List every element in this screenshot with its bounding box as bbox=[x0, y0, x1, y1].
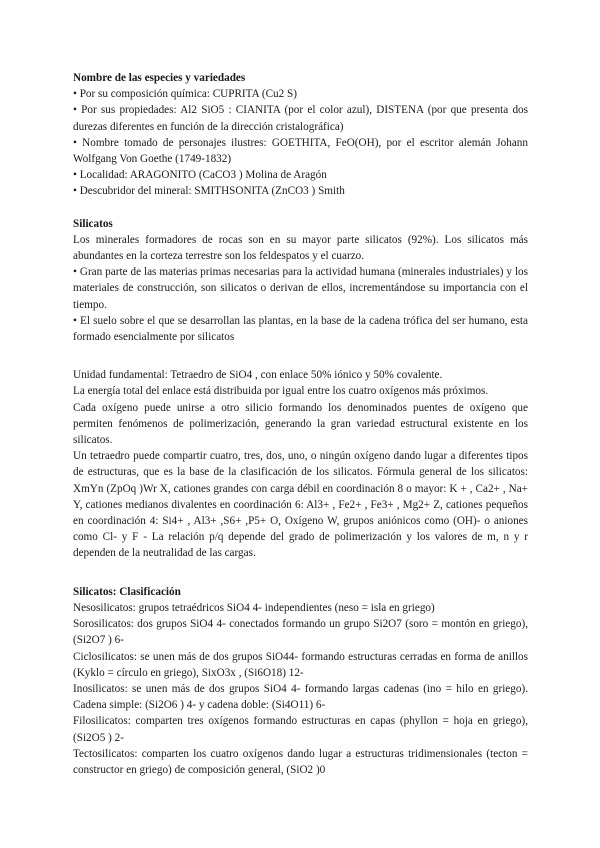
list-item: • Nombre tomado de personajes ilustres: GOETHITA, FeO(OH), por el escritor alemán Johann Wolfgang Von Goethe (1749-1832) bbox=[73, 136, 528, 166]
paragraph: Un tetraedro puede compartir cuatro, tres, dos, uno, o ningún oxígeno dando lugar a diferentes tipos de estructuras, que es la base de la clasificación de los silicatos. Fórmula general de los silicatos: XmYn (ZpOq )Wr X, cationes grandes con carga débil en coordinación 8 o mayor: K + , Ca2+ , Na+ Y, cationes medianos divalentes en coordinación 6: Al3+ , Fe2+ , Fe3+ , Mg2+ Z, cationes pequeños en coordinación 4: Si4+ , Al3+ ,S6+ ,P5+ O, Oxígeno W, grupos aniónicos como (OH)- o aniones como Cl- y F - La relación p/q depende del grado de polimerización y los valores de m, n y r dependen de la neutralidad de las cargas. bbox=[73, 450, 528, 560]
list-item: Inosilicatos: se unen más de dos grupos SiO4 4- formando largas cadenas (ino = hilo en griego). Cadena simple: (Si2O6 ) 4- y cadena doble: (Si4O11) 6- bbox=[73, 682, 528, 712]
paragraph: Unidad fundamental: Tetraedro de SiO4 , con enlace 50% iónico y 50% covalente. bbox=[73, 369, 443, 382]
paragraph: Cada oxígeno puede unirse a otro silicio formando los denominados puentes de oxígeno que permiten fenómenos de polimerización, generando la gran variedad estructural existente en los silicatos. bbox=[73, 401, 528, 447]
spacer bbox=[73, 562, 528, 584]
spacer bbox=[73, 200, 528, 216]
section-heading-nombre: Nombre de las especies y variedades bbox=[73, 72, 246, 84]
section-heading-silicatos: Silicatos bbox=[73, 217, 113, 230]
document-page bbox=[73, 70, 528, 778]
list-item: Ciclosilicatos: se unen más de dos grupos SiO44- formando estructuras cerradas en forma de anillos (Kyklo = círculo en griego), SixO3x , (Si6O18) 12- bbox=[73, 650, 528, 679]
list-item: • Por sus propiedades: Al2 SiO5 : CIANITA (por el color azul), DISTENA (por que presenta dos durezas diferentes en función de la dirección cristalográfica) bbox=[73, 104, 528, 133]
list-item: • Por su composición química: CUPRITA (Cu2 S) bbox=[73, 88, 297, 101]
section-heading-clasificacion: Silicatos: Clasificación bbox=[73, 585, 181, 598]
list-item: • Localidad: ARAGONITO (CaCO3 ) Molina de Aragón bbox=[73, 169, 327, 182]
paragraph: La energía total del enlace está distribuida por igual entre los cuatro oxígenos más próximos. bbox=[73, 385, 489, 398]
list-item: • El suelo sobre el que se desarrollan las plantas, en la base de la cadena trófica del ser humano, esta formado esencialmente por silicatos bbox=[73, 314, 528, 344]
list-item: Nesosilicatos: grupos tetraédricos SiO4 4- independientes (neso = isla en griego) bbox=[73, 601, 435, 614]
list-item: Filosilicatos: comparten tres oxígenos formando estructuras en capas (phyllon = hoja en griego), (Si2O5 ) 2- bbox=[73, 715, 528, 744]
list-item: • Gran parte de las materias primas necesarias para la actividad humana (minerales industriales) y los materiales de construcción, son silicatos o derivan de ellos, incrementándose su importancia con el tiempo. bbox=[73, 266, 528, 311]
spacer bbox=[73, 345, 528, 367]
list-item: • Descubridor del mineral: SMITHSONITA (ZnCO3 ) Smith bbox=[73, 185, 345, 198]
paragraph: Los minerales formadores de rocas son en su mayor parte silicatos (92%). Los silicatos más abundantes en la corteza terrestre son los feldespatos y el cuarzo. bbox=[73, 233, 528, 263]
list-item: Sorosilicatos: dos grupos SiO4 4- conectados formando un grupo Si2O7 (soro = montón en griego), (Si2O7 ) 6- bbox=[73, 618, 528, 647]
list-item: Tectosilicatos: comparten los cuatro oxígenos dando lugar a estructuras tridimensionales (tecton = constructor en griego) de composición general, (SiO2 )0 bbox=[73, 747, 528, 776]
